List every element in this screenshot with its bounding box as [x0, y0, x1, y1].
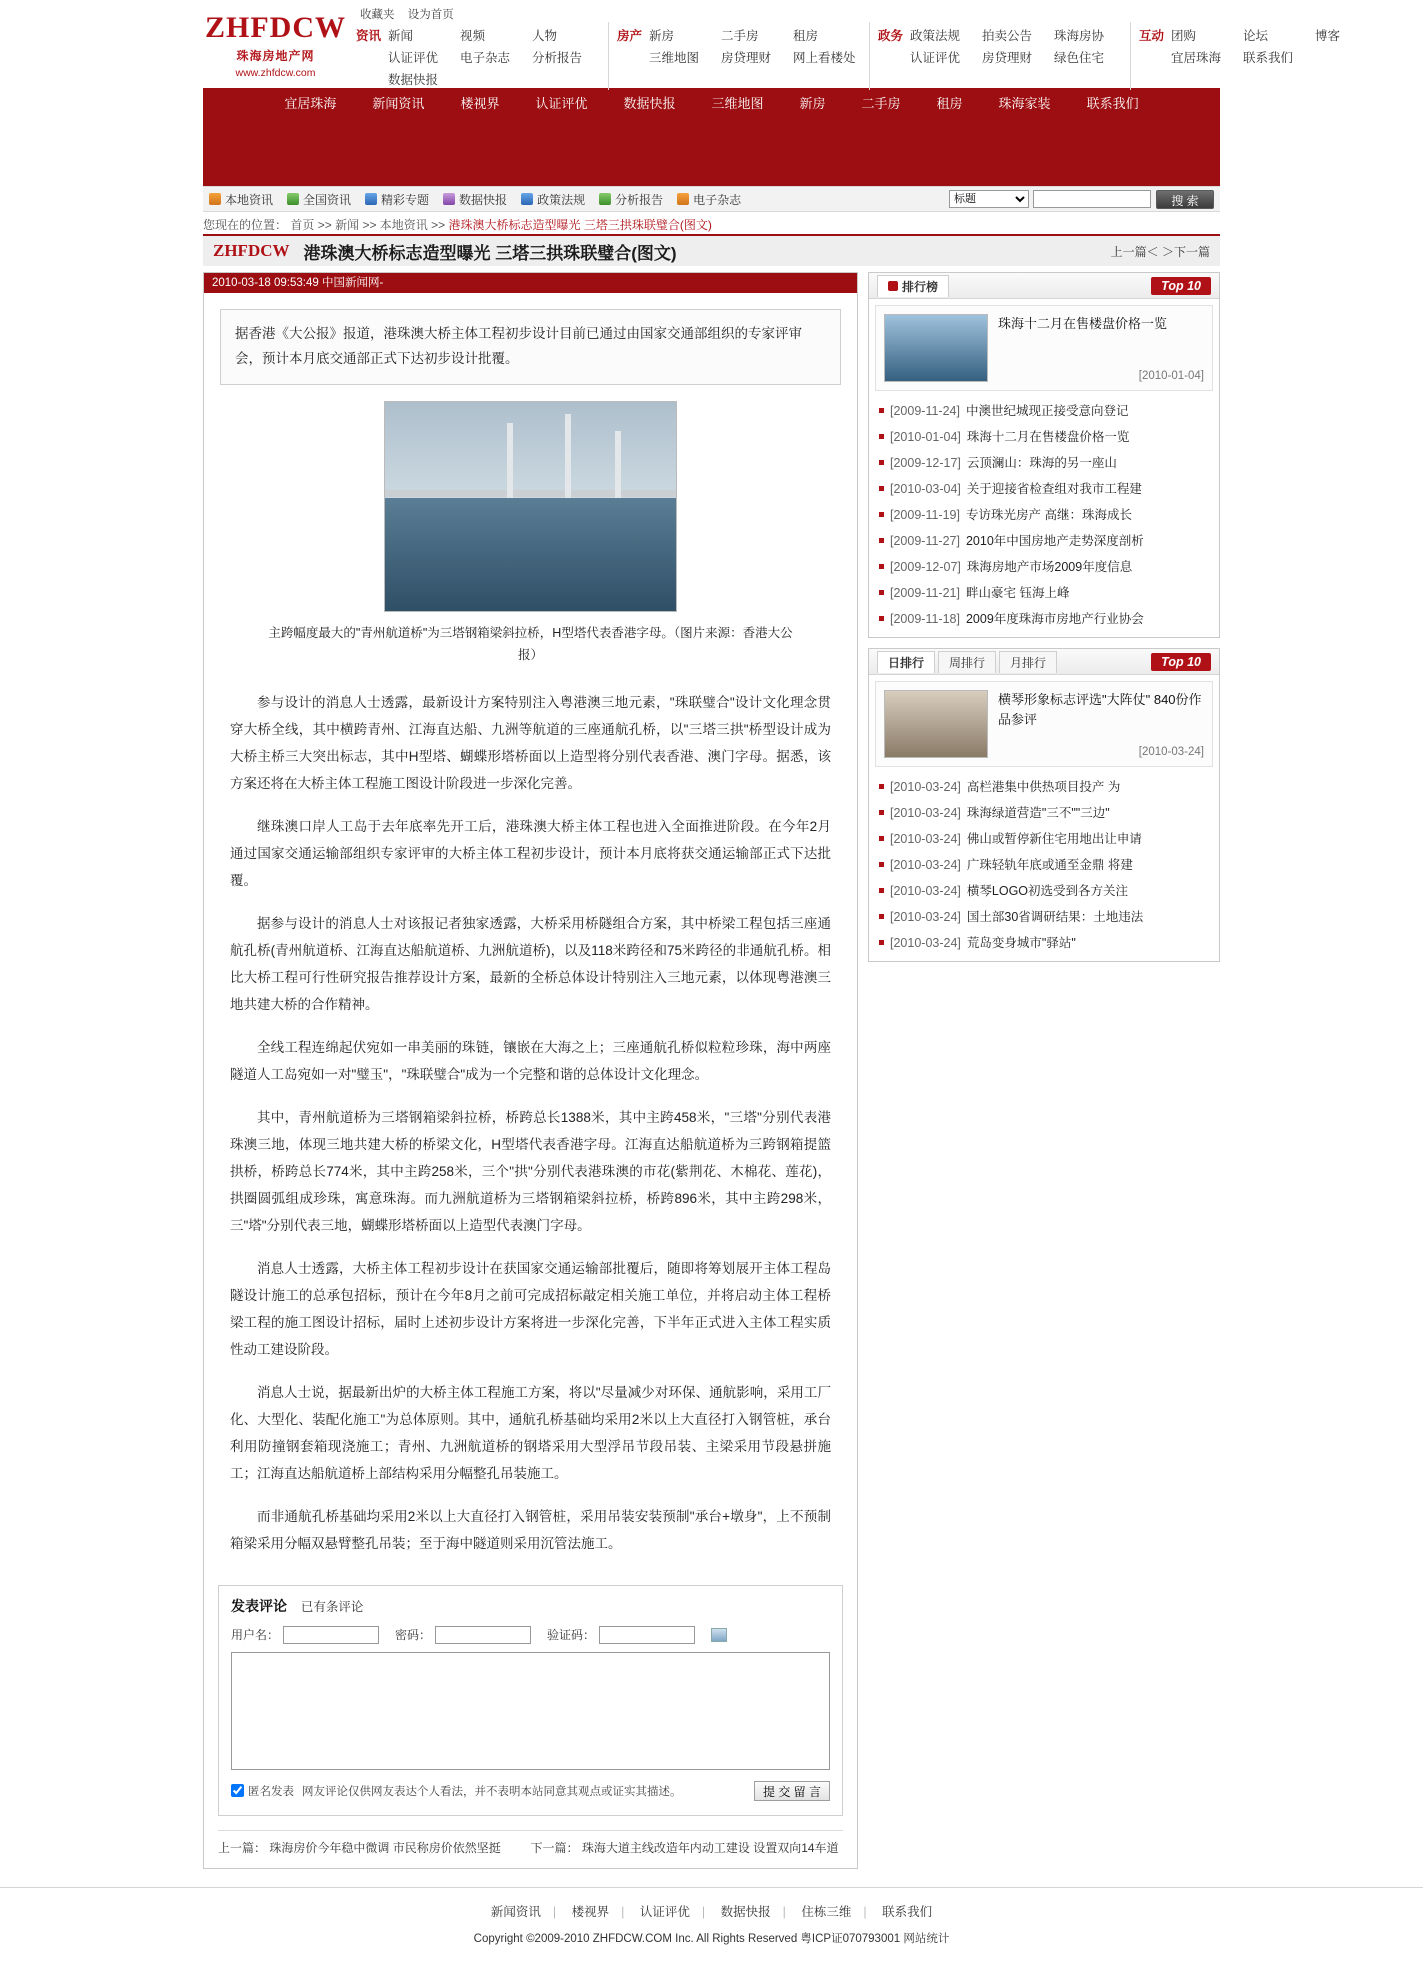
prev-text: 珠海房价今年稳中微调 市民称房价依然坚挺: [269, 1840, 501, 1855]
ranking-list: [869, 397, 1219, 631]
comment-fields-row: [231, 1626, 830, 1644]
main-nav-item[interactable]: 三维地图: [711, 95, 764, 111]
site-logo[interactable]: [203, 0, 348, 88]
featured-thumbnail: [884, 690, 988, 758]
report-icon: [599, 193, 611, 205]
list-item[interactable]: [879, 773, 1211, 799]
article-column: [203, 272, 858, 1869]
nav-group-title[interactable]: 资讯: [356, 29, 382, 43]
comment-title: 发表评论: [231, 1597, 287, 1614]
item-text: 2010年中国房地产走势深度剖析: [965, 534, 1144, 548]
ranking-panel: [868, 272, 1220, 638]
anonymous-checkbox[interactable]: [231, 1784, 244, 1797]
prev-article[interactable]: [218, 1839, 531, 1856]
article-prev-next: [218, 1830, 843, 1856]
photo-sea: [385, 498, 676, 611]
main-nav-item[interactable]: 楼视界: [460, 95, 500, 111]
item-text: 国土部30省调研结果：土地违法: [966, 910, 1144, 924]
breadcrumb-sep: >>: [317, 218, 332, 232]
footer-sep: |: [701, 1904, 706, 1919]
item-text: 中澳世纪城现正接受意向登记: [965, 404, 1129, 418]
username-input[interactable]: [283, 1626, 379, 1644]
subnav-item-national[interactable]: [287, 191, 351, 208]
globe-icon: [287, 193, 299, 205]
subnav-label: 数据快报: [459, 192, 508, 207]
tab-label: 排行榜: [902, 279, 939, 294]
footer-link[interactable]: 新闻资讯: [490, 1904, 541, 1919]
article-meta: 2010-03-18 09:53:49 中国新闻网-: [204, 273, 857, 293]
submit-comment-button[interactable]: 提 交 留 言: [754, 1781, 830, 1801]
nav-link[interactable]: 分析报告: [532, 51, 583, 65]
footer-link[interactable]: 认证评优: [639, 1904, 690, 1919]
search-scope-select[interactable]: [949, 190, 1029, 208]
list-item[interactable]: [879, 605, 1211, 631]
list-item[interactable]: [879, 449, 1211, 475]
photo-tower: [615, 431, 621, 498]
item-text: 珠海十二月在售楼盘价格一览: [966, 430, 1130, 444]
featured-date: [2010-01-04]: [1138, 370, 1204, 382]
bullet-icon: [879, 836, 884, 841]
subnav-item-magazine[interactable]: [677, 191, 741, 208]
photo-sky: [385, 402, 676, 498]
article-paragraph: 其中，青州航道桥为三塔钢箱梁斜拉桥，桥跨总长1388米，其中主跨458米，"三塔"分别代表港珠澳三地，体现三地共建大桥的桥梁文化，H型塔代表香港字母。江海直达船航道桥为三跨钢箱提篮拱桥，桥跨总长774米，其中主跨258米，三个"拱"分别代表港珠澳的市花(紫荆花、木棉花、莲花)，拱圈圆弧组成珍珠，寓意珠海。而九洲航道桥为三塔钢箱梁斜拉桥，桥跨896米，其中主跨298米，三"塔"分别代表三地，蝴蝶形塔桥面以上造型代表澳门字母。: [230, 1109, 831, 1233]
bullet-icon: [879, 784, 884, 789]
breadcrumb-item-local[interactable]: 本地资讯: [379, 218, 428, 232]
item-text: 2009年度珠海市房地产行业协会: [965, 612, 1144, 626]
footer-link[interactable]: 住栋三维: [801, 1904, 852, 1919]
comment-textarea[interactable]: [231, 1652, 830, 1770]
breadcrumb-item-home[interactable]: 首页: [290, 218, 315, 232]
comment-footer: [231, 1781, 830, 1801]
photo-tower: [565, 414, 571, 498]
list-item[interactable]: [879, 501, 1211, 527]
item-date: [2010-03-24]: [890, 832, 961, 846]
bullet-icon: [879, 460, 884, 465]
comment-header: [231, 1596, 830, 1616]
nav-group-links: [910, 24, 1130, 90]
bullet-icon: [879, 810, 884, 815]
comment-form: [218, 1585, 843, 1816]
bullet-icon: [879, 862, 884, 867]
subnav-item-policy[interactable]: [521, 191, 585, 208]
bullet-icon: [879, 590, 884, 595]
article-logo: ZHFDCW: [213, 241, 290, 260]
article-header: [203, 234, 1220, 266]
bullet-icon: [879, 434, 884, 439]
breadcrumb-item-news[interactable]: 新闻: [335, 218, 360, 232]
subnav-label: 分析报告: [615, 192, 664, 207]
nav-group-links: [388, 24, 608, 90]
figure-caption: 主跨幅度最大的"青州航道桥"为三塔钢箱梁斜拉桥，H型塔代表香港字母。（图片来源：香港大公报）: [268, 625, 793, 663]
tab-label: 日排行: [888, 655, 925, 670]
daily-ranking-list: [869, 773, 1219, 955]
ranking-icon: [888, 281, 898, 291]
item-text: 高栏港集中供热项目投产 为: [966, 780, 1121, 794]
nav-link[interactable]: 租房: [793, 29, 819, 43]
nav-link[interactable]: 认证评优: [388, 51, 439, 65]
featured-content: [988, 314, 1204, 382]
nav-link[interactable]: 视频: [460, 29, 486, 43]
set-homepage-link[interactable]: 设为首页: [407, 9, 454, 21]
featured-item[interactable]: [875, 681, 1213, 767]
featured-title: 横琴形象标志评选"大阵仗" 840份作品参评: [998, 692, 1202, 728]
nav-link[interactable]: 二手房: [721, 29, 759, 43]
nav-link[interactable]: 政策法规: [910, 29, 961, 43]
search-button[interactable]: 搜 索: [1156, 190, 1214, 209]
item-text: 云顶澜山：珠海的另一座山: [966, 456, 1117, 470]
subnav-label: 电子杂志: [693, 192, 742, 207]
featured-item[interactable]: [875, 305, 1213, 391]
nav-link[interactable]: 团购: [1171, 29, 1197, 43]
item-text: 佛山或暂停新住宅用地出让申请: [966, 832, 1142, 846]
article-lead: 据香港《大公报》报道，港珠澳大桥主体工程初步设计目前已通过由国家交通部组织的专家评审会，预计本月底交通部正式下达初步设计批覆。: [220, 309, 841, 385]
article-paragraph: 继珠澳口岸人工岛于去年底率先开工后，港珠澳大桥主体工程也进入全面推进阶段。在今年2月通过国家交通运输部组织专家评审的大桥主体工程初步设计，预计本月底将获交通运输部正式下达批覆。: [230, 818, 831, 888]
captcha-input[interactable]: [599, 1626, 695, 1644]
header-nav-groups: [348, 22, 1423, 90]
tab-monthly[interactable]: [999, 651, 1057, 673]
item-date: [2009-11-24]: [890, 404, 960, 418]
item-date: [2010-01-04]: [890, 430, 961, 444]
magazine-icon: [677, 193, 689, 205]
logo-url: www.zhfdcw.com: [235, 67, 316, 79]
nav-link[interactable]: 博客: [1315, 29, 1341, 43]
top10-badge: Top 10: [1151, 277, 1211, 295]
document-icon: [521, 193, 533, 205]
subnav-item-report[interactable]: [599, 191, 663, 208]
list-item[interactable]: [879, 423, 1211, 449]
main-nav-item[interactable]: 珠海家装: [998, 95, 1051, 111]
header-tools: [348, 0, 1423, 22]
nav-group-title[interactable]: 政务: [878, 29, 904, 43]
featured-date: [2010-03-24]: [1138, 746, 1204, 758]
list-item[interactable]: [879, 825, 1211, 851]
captcha-image-icon[interactable]: [711, 1628, 727, 1642]
nav-link[interactable]: 人物: [532, 29, 558, 43]
featured-thumbnail: [884, 314, 988, 382]
nav-link[interactable]: 数据快报: [388, 73, 439, 87]
nav-group-links: [1171, 24, 1391, 90]
item-text: 关于迎接省检查组对我市工程建: [966, 482, 1142, 496]
next-text: 珠海大道主线改造年内动工建设 设置双向14车道: [581, 1840, 839, 1855]
tab-label: 月排行: [1010, 655, 1047, 670]
footer-link[interactable]: 数据快报: [720, 1904, 771, 1919]
nav-group-title[interactable]: 房产: [617, 29, 643, 43]
main-navigation: [203, 88, 1220, 116]
site-footer: [0, 1887, 1423, 1972]
list-item[interactable]: [879, 397, 1211, 423]
bullet-icon: [879, 538, 884, 543]
footer-link[interactable]: 楼视界: [571, 1904, 610, 1919]
password-label: 密码：: [395, 1628, 432, 1643]
item-date: [2009-11-27]: [890, 534, 960, 548]
bullet-icon: [879, 512, 884, 517]
bridge-photo: [384, 401, 677, 612]
subnav-item-topics[interactable]: [365, 191, 429, 208]
item-date: [2009-11-19]: [890, 508, 960, 522]
ranking-panel-header: [869, 273, 1219, 299]
chart-icon: [443, 193, 455, 205]
top10-badge: Top 10: [1151, 653, 1211, 671]
subnav-label: 政策法规: [537, 192, 586, 207]
list-item[interactable]: [879, 553, 1211, 579]
nav-link[interactable]: 房贷理财: [982, 51, 1033, 65]
breadcrumb: [203, 212, 1220, 234]
anonymous-label: 匿名发表: [248, 1785, 294, 1798]
list-item[interactable]: [879, 527, 1211, 553]
nav-link[interactable]: 房贷理财: [721, 51, 772, 65]
comment-count: 已有条评论: [300, 1599, 364, 1614]
main-nav-item[interactable]: 宜居珠海: [284, 95, 337, 111]
item-date: [2010-03-24]: [890, 780, 961, 794]
item-date: [2010-03-24]: [890, 806, 961, 820]
item-date: [2009-11-21]: [890, 586, 960, 600]
next-label: 下一篇：: [530, 1840, 579, 1855]
main-nav-item[interactable]: 新闻资讯: [372, 95, 425, 111]
main-nav-item[interactable]: 认证评优: [535, 95, 588, 111]
nav-group-interact: [1131, 22, 1391, 90]
article-figure: [204, 401, 857, 667]
breadcrumb-current: 港珠澳大桥标志造型曝光 三塔三拱珠联璧合(图文): [448, 218, 712, 232]
article-paragraph: 消息人士说，据最新出炉的大桥主体工程施工方案，将以"尽量减少对环保、通航影响，采用工厂化、大型化、装配化施工"为总体原则。其中，通航孔桥基础均采用2米以上大直径打入钢管桩，承台利用防撞钢套箱现浇施工；青州、九洲航道桥的钢塔采用大型浮吊节段吊装、主梁采用节段悬拼施工；江海直达船航道桥上部结构采用分幅整孔吊装施工。: [230, 1384, 831, 1481]
copyright-text: Copyright ©2009-2010 ZHFDCW.COM Inc. All Rights Reserved 粤ICP证070793001 网站统计: [473, 1932, 950, 1945]
page-title: 港珠澳大桥标志造型曝光 三塔三拱珠联璧合(图文): [303, 243, 677, 263]
featured-content: [988, 690, 1204, 758]
star-icon: [365, 193, 377, 205]
footer-sep: |: [782, 1904, 786, 1919]
article-paragraph: 参与设计的消息人士透露，最新设计方案特别注入粤港澳三地元素，"珠联璧合"设计文化理念贯穿大桥全线，其中横跨青州、江海直达船、九洲等航道的三座通航孔桥，以"三塔三拱"桥型设计成为大桥主桥三大突出标志，其中H型塔、蝴蝶形塔桥面以上造型将分别代表香港、澳门字母。据悉，该方案还将在大桥主体工程施工图设计阶段进一步深化完善。: [230, 694, 831, 791]
tab-label: 周排行: [949, 655, 986, 670]
search-input[interactable]: [1033, 190, 1151, 208]
photo-tower: [507, 423, 513, 498]
article-body: [204, 667, 857, 1557]
article-paragraph: 而非通航孔桥基础均采用2米以上大直径打入钢管桩，采用吊装安装预制"承台+墩身"，上不预制箱梁采用分幅双悬臂整孔吊装；至于海中隧道则采用沉管法施工。: [230, 1508, 831, 1551]
nav-link[interactable]: 网上看楼处: [793, 51, 856, 65]
article-paragraph: 消息人士透露，大桥主体工程初步设计在获国家交通运输部批覆后，随即将筹划展开主体工程岛隧设计施工的总承包招标，预计在今年8月之前可完成招标敲定相关施工单位，并将启动主体工程桥梁工程的施工图设计招标，届时上述初步设计方案将进一步深化完善，下半年正式进入主体工程实质性动工建设阶段。: [230, 1260, 831, 1357]
list-item[interactable]: [879, 579, 1211, 605]
footer-link[interactable]: 联系我们: [882, 1904, 933, 1919]
article-paragraph: 全线工程连绵起伏宛如一串美丽的珠链，镶嵌在大海之上；三座通航孔桥似粒粒珍珠，海中两座隧道人工岛宛如一对"璧玉"，"珠联璧合"成为一个完整和谐的总体设计文化理念。: [230, 1039, 831, 1082]
subnav-label: 全国资讯: [303, 192, 352, 207]
house-icon: [209, 193, 221, 205]
nav-link[interactable]: 认证评优: [910, 51, 961, 65]
subnav-label: 精彩专题: [381, 192, 430, 207]
nav-link[interactable]: 联系我们: [1243, 51, 1294, 65]
list-item[interactable]: [879, 877, 1211, 903]
item-text: 珠海房地产市场2009年度信息: [966, 560, 1133, 574]
list-item[interactable]: [879, 475, 1211, 501]
daily-ranking-panel: [868, 648, 1220, 962]
nav-link[interactable]: 电子杂志: [460, 51, 511, 65]
footer-sep: |: [863, 1904, 867, 1919]
main-nav-item[interactable]: 租房: [936, 95, 963, 111]
item-date: [2010-03-24]: [890, 936, 961, 950]
sub-navigation: [203, 186, 1220, 212]
item-date: [2009-12-17]: [890, 456, 961, 470]
item-text: 横琴LOGO初选受到各方关注: [966, 884, 1129, 898]
logo-text: ZHFDCW: [205, 11, 346, 44]
logo-subtitle: 珠海房地产网: [236, 49, 315, 63]
item-date: [2010-03-24]: [890, 858, 961, 872]
footer-sep: |: [621, 1904, 625, 1919]
bullet-icon: [879, 564, 884, 569]
comment-notice: 网友评论仅供网友表达个人看法，并不表明本站同意其观点或证实其描述。: [302, 1785, 682, 1798]
footer-sep: |: [552, 1904, 557, 1919]
bullet-icon: [879, 940, 884, 945]
bullet-icon: [879, 888, 884, 893]
item-date: [2009-12-07]: [890, 560, 961, 574]
nav-link[interactable]: 论坛: [1243, 29, 1269, 43]
tab-weekly[interactable]: [938, 651, 996, 673]
bullet-icon: [879, 914, 884, 919]
nav-group-links: [649, 24, 869, 90]
item-text: 广珠轻轨年底或通至金鼎 将建: [966, 858, 1133, 872]
username-label: 用户名：: [231, 1628, 280, 1643]
content-columns: [203, 272, 1220, 1869]
nav-link[interactable]: 绿色住宅: [1054, 51, 1105, 65]
item-date: [2010-03-24]: [890, 910, 961, 924]
nav-group-property: [609, 22, 870, 90]
list-item[interactable]: [879, 903, 1211, 929]
nav-link[interactable]: 三维地图: [649, 51, 700, 65]
captcha-label: 验证码：: [547, 1628, 596, 1643]
tab-ranking[interactable]: [877, 275, 949, 297]
header-right: [348, 0, 1423, 88]
subnav-item-data[interactable]: [443, 191, 507, 208]
item-date: [2009-11-18]: [890, 612, 960, 626]
footer-links: [0, 1902, 1423, 1920]
nav-link[interactable]: 拍卖公告: [982, 29, 1033, 43]
next-article[interactable]: [531, 1839, 844, 1856]
subnav-item-local[interactable]: [209, 191, 273, 208]
nav-link[interactable]: 新闻: [388, 29, 414, 43]
sidebar: [868, 272, 1220, 972]
banner-area: [203, 116, 1220, 186]
nav-group-government: [870, 22, 1131, 90]
article-pager[interactable]: 上一篇＜ ＞下一篇: [1110, 244, 1210, 259]
item-date: [2010-03-04]: [890, 482, 961, 496]
main-nav-item[interactable]: 联系我们: [1086, 95, 1139, 111]
breadcrumb-prefix: 您现在的位置：: [203, 218, 288, 232]
nav-group-news: [348, 22, 609, 90]
featured-title: 珠海十二月在售楼盘价格一览: [998, 316, 1168, 331]
breadcrumb-sep: >>: [362, 218, 377, 232]
main-nav-item[interactable]: 二手房: [861, 95, 901, 111]
main-nav-item[interactable]: 新房: [799, 95, 826, 111]
site-header: [0, 0, 1423, 88]
nav-link[interactable]: 珠海房协: [1054, 29, 1105, 43]
item-text: 专访珠光房产 高继：珠海成长: [965, 508, 1132, 522]
item-text: 荒岛变身城市"驿站": [966, 936, 1076, 950]
bullet-icon: [879, 408, 884, 413]
bullet-icon: [879, 616, 884, 621]
password-input[interactable]: [435, 1626, 531, 1644]
item-text: 畔山豪宅 钰海上峰: [965, 586, 1070, 600]
add-favorite-link[interactable]: 收藏夹: [360, 9, 395, 21]
tab-daily[interactable]: [877, 651, 935, 673]
subnav-label: 本地资讯: [225, 192, 274, 207]
item-date: [2010-03-24]: [890, 884, 961, 898]
photo-bridge-deck: [385, 490, 676, 497]
nav-link[interactable]: 新房: [649, 29, 675, 43]
daily-panel-header: [869, 649, 1219, 675]
breadcrumb-sep: >>: [431, 218, 446, 232]
bullet-icon: [879, 486, 884, 491]
list-item[interactable]: [879, 851, 1211, 877]
list-item[interactable]: [879, 929, 1211, 955]
article-paragraph: 据参与设计的消息人士对该报记者独家透露，大桥采用桥隧组合方案，其中桥梁工程包括三座通航孔桥(青州航道桥、江海直达船航道桥、九洲航道桥)，以及118米跨径和75米跨径的非通航孔桥。相比大桥工程可行性研究报告推荐设计方案，最新的全桥总体设计特别注入三地元素，以体现粤港澳三地共建大桥的合作精神。: [230, 915, 831, 1012]
list-item[interactable]: [879, 799, 1211, 825]
main-nav-item[interactable]: 数据快报: [623, 95, 676, 111]
nav-group-title[interactable]: 互动: [1139, 29, 1165, 43]
item-text: 珠海绿道营造"三不""三边": [966, 806, 1110, 820]
prev-label: 上一篇：: [218, 1840, 267, 1855]
nav-link[interactable]: 宜居珠海: [1171, 51, 1222, 65]
